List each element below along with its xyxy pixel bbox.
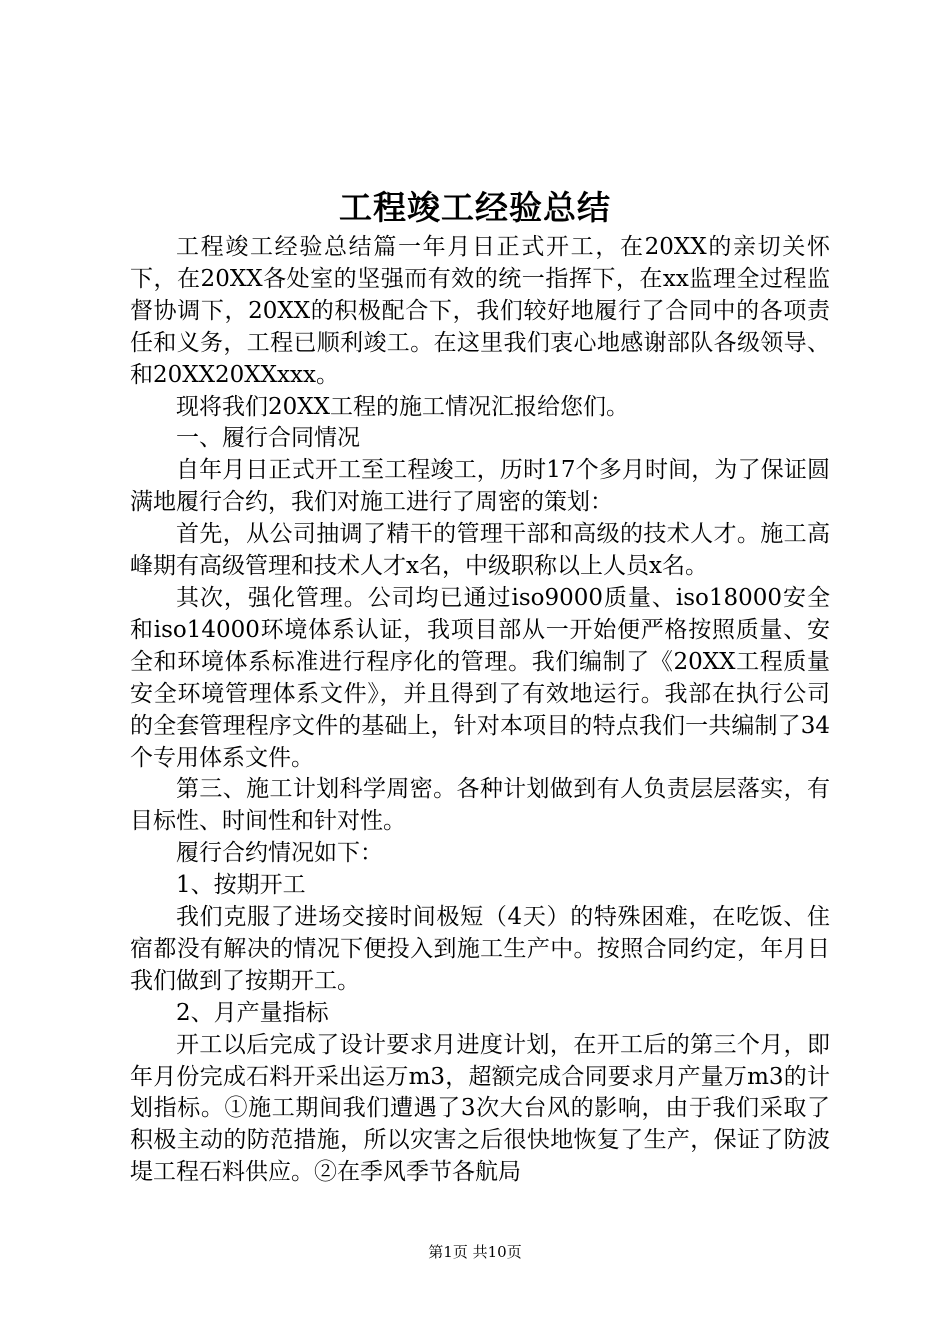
section-heading: 一、履行合同情况 <box>176 425 360 452</box>
document-body <box>130 232 830 1189</box>
subsection-heading: 1、按期开工 <box>176 872 306 899</box>
subsection-heading: 2、月产量指标 <box>176 999 329 1026</box>
paragraph: 其次，强化管理。公司均已通过iso9000质量、iso18000安全和iso14000环境体系认证，我项目部从一开始便严格按照质量、安全和环境体系标准进行程序化的管理。我们编制了《20XX工程质量安全环境管理体系文件》，并且得到了有效地运行。我部在执行公司的全套管理程序文件的基础上，针对本项目的特点我们一共编制了34个专用体系文件。 <box>130 584 830 771</box>
paragraph: 第三、施工计划科学周密。各种计划做到有人负责层层落实，有目标性、时间性和针对性。 <box>130 776 830 835</box>
paragraph: 现将我们20XX工程的施工情况汇报给您们。 <box>176 393 630 420</box>
paragraph: 开工以后完成了设计要求月进度计划，在开工后的第三个月，即年月份完成石料开采出运万m3，超额完成合同要求月产量万m3的计划指标。①施工期间我们遭遇了3次大台风的影响，由于我们采取了积极主动的防范措施，所以灾害之后很快地恢复了生产，保证了防波堤工程石料供应。②在季风季节各航局 <box>130 1031 830 1186</box>
paragraph: 我们克服了进场交接时间极短（4天）的特殊困难，在吃饭、住宿都没有解决的情况下便投入到施工生产中。按照合同约定，年月日我们做到了按期开工。 <box>130 904 830 994</box>
paragraph: 工程竣工经验总结篇一年月日正式开工，在20XX的亲切关怀下，在20XX各处室的坚强而有效的统一指挥下，在xx监理全过程监督协调下，20XX的积极配合下，我们较好地履行了合同中的各项责任和义务，工程已顺利竣工。在这里我们衷心地感谢部队各级领导、和20XX20XXxxx。 <box>130 234 830 388</box>
page-number-footer: 第1页 共10页 <box>428 1243 522 1261</box>
paragraph: 自年月日正式开工至工程竣工，历时17个多月时间，为了保证圆满地履行合约，我们对施工进行了周密的策划： <box>130 457 830 516</box>
paragraph: 履行合约情况如下： <box>176 840 383 867</box>
document-title: 工程竣工经验总结 <box>339 188 611 227</box>
paragraph: 首先，从公司抽调了精干的管理干部和高级的技术人才。施工高峰期有高级管理和技术人才x名，中级职称以上人员x名。 <box>130 521 830 580</box>
